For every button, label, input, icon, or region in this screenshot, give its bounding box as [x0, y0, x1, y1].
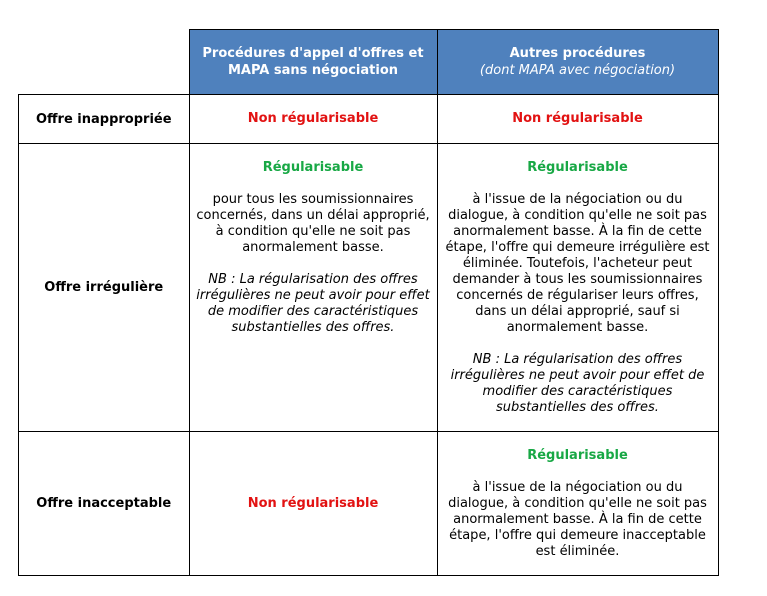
status-cell — [189, 432, 437, 576]
row-label: Offre irrégulière — [44, 280, 164, 295]
table-row-unacceptable — [19, 432, 719, 576]
offer-regularisation-table — [18, 29, 719, 576]
header-cell-tender-procedures — [189, 30, 437, 95]
row-label: Offre inappropriée — [35, 111, 172, 127]
status-non-regularisable: Non régularisable — [247, 495, 379, 511]
condition-text: à l'issue de la négociation ou du dialogue, à condition qu'elle ne soit pas anormalement basse. À la fin de cette étape, l'offre qui demeure inacceptable est éliminée. — [448, 480, 707, 559]
table-row-inappropriate — [19, 95, 719, 144]
row-label: Offre inacceptable — [36, 496, 172, 511]
header-col2-title: Autres procédures — [509, 46, 646, 61]
empty-corner-cell — [19, 30, 190, 95]
status-cell — [189, 95, 437, 144]
nb-note: NB : La régularisation des offres irrégulières ne peut avoir pour effet de modifier des caractéristiques substantielles des offres. — [196, 272, 430, 335]
status-cell — [437, 95, 718, 144]
table-row-irregular — [19, 144, 719, 432]
row-label-cell — [19, 95, 190, 144]
status-regularisable: Régularisable — [262, 160, 364, 175]
detail-cell — [437, 144, 718, 432]
header-cell-other-procedures — [437, 30, 718, 95]
status-non-regularisable: Non régularisable — [247, 111, 379, 126]
condition-text: pour tous les soumissionnaires concernés, dans un délai approprié, à condition qu'elle ne soit pas anormalement basse. — [196, 192, 430, 255]
detail-cell — [189, 144, 437, 432]
status-regularisable: Régularisable — [527, 448, 628, 463]
nb-note: NB : La régularisation des offres irrégulières ne peut avoir pour effet de modifier des caractéristiques substantielles des offres. — [450, 352, 705, 415]
row-label-cell — [19, 432, 190, 576]
status-non-regularisable: Non régularisable — [512, 111, 643, 126]
header-col2-subtitle: (dont MAPA avec négociation) — [479, 63, 676, 78]
status-regularisable: Régularisable — [527, 160, 628, 175]
header-col1-text: Procédures d'appel d'offres et MAPA sans négociation — [202, 46, 424, 78]
row-label-cell — [19, 144, 190, 432]
header-row — [19, 30, 719, 95]
condition-text: à l'issue de la négociation ou du dialogue, à condition qu'elle ne soit pas anormalement basse. À la fin de cette étape, l'offre qui demeure irrégulière est éliminée. Toutefois, l'acheteur peut demander à tous les soumissionnaires concernés de régulariser leurs offres, dans un délai approprié, sauf si anormalement basse. — [445, 192, 710, 335]
detail-cell — [437, 432, 718, 576]
